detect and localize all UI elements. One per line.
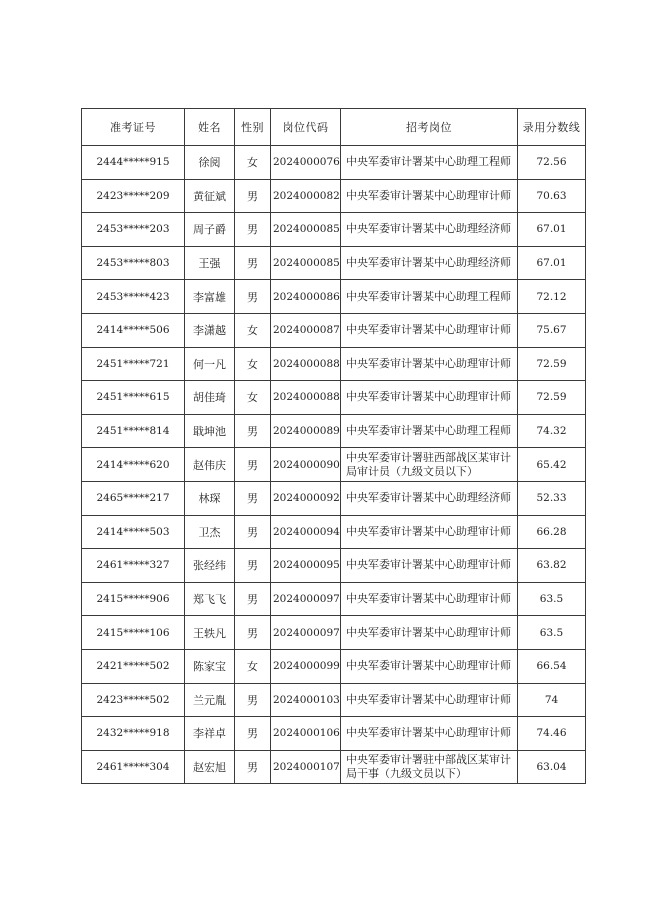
header-name: 姓名 (185, 109, 235, 146)
table-row (82, 616, 586, 650)
cell-position: 中央军委审计署某中心助理工程师 (341, 146, 518, 180)
cell-id: 2444*****915 (82, 146, 185, 180)
cell-score: 67.01 (518, 213, 586, 247)
cell-gender: 男 (235, 246, 271, 280)
cell-gender: 男 (235, 280, 271, 314)
header-row (82, 109, 586, 146)
cell-gender: 男 (235, 717, 271, 751)
cell-score: 66.54 (518, 649, 586, 683)
cell-position: 中央军委审计署某中心助理审计师 (341, 549, 518, 583)
cell-position: 中央军委审计署某中心助理审计师 (341, 381, 518, 415)
cell-name: 卫杰 (185, 515, 235, 549)
cell-id: 2451*****814 (82, 414, 185, 448)
cell-name: 王强 (185, 246, 235, 280)
cell-name: 王轶凡 (185, 616, 235, 650)
cell-gender: 男 (235, 750, 271, 784)
cell-position: 中央军委审计署驻西部战区某审计局审计员（九级文员以下） (341, 448, 518, 482)
cell-name: 徐阅 (185, 146, 235, 180)
cell-gender: 男 (235, 616, 271, 650)
header-position: 招考岗位 (341, 109, 518, 146)
cell-name: 赵宏旭 (185, 750, 235, 784)
cell-code: 2024000094 (271, 515, 341, 549)
cell-id: 2451*****615 (82, 381, 185, 415)
cell-code: 2024000106 (271, 717, 341, 751)
cell-gender: 女 (235, 381, 271, 415)
cell-position: 中央军委审计署某中心助理审计师 (341, 717, 518, 751)
cell-id: 2423*****502 (82, 683, 185, 717)
table-row (82, 549, 586, 583)
cell-id: 2415*****906 (82, 582, 185, 616)
cell-id: 2421*****502 (82, 649, 185, 683)
cell-id: 2465*****217 (82, 481, 185, 515)
cell-code: 2024000088 (271, 381, 341, 415)
cell-code: 2024000097 (271, 582, 341, 616)
cell-gender: 男 (235, 213, 271, 247)
cell-id: 2461*****304 (82, 750, 185, 784)
cell-gender: 女 (235, 313, 271, 347)
cell-score: 72.59 (518, 381, 586, 415)
cell-id: 2453*****423 (82, 280, 185, 314)
cell-name: 戢坤池 (185, 414, 235, 448)
cell-name: 陈家宝 (185, 649, 235, 683)
table-row (82, 146, 586, 180)
cell-name: 兰元胤 (185, 683, 235, 717)
table-row (82, 582, 586, 616)
header-gender: 性别 (235, 109, 271, 146)
cell-score: 63.04 (518, 750, 586, 784)
cell-name: 郑飞飞 (185, 582, 235, 616)
cell-code: 2024000107 (271, 750, 341, 784)
cell-gender: 女 (235, 146, 271, 180)
table-row (82, 381, 586, 415)
cell-name: 林琛 (185, 481, 235, 515)
cell-score: 67.01 (518, 246, 586, 280)
cell-position: 中央军委审计署驻中部战区某审计局干事（九级文员以下） (341, 750, 518, 784)
cell-position: 中央军委审计署某中心助理审计师 (341, 683, 518, 717)
cell-gender: 男 (235, 515, 271, 549)
table-row (82, 515, 586, 549)
cell-name: 黄征斌 (185, 179, 235, 213)
header-code: 岗位代码 (271, 109, 341, 146)
cell-code: 2024000103 (271, 683, 341, 717)
cell-id: 2414*****503 (82, 515, 185, 549)
cell-name: 何一凡 (185, 347, 235, 381)
cell-position: 中央军委审计署某中心助理经济师 (341, 246, 518, 280)
cell-code: 2024000088 (271, 347, 341, 381)
cell-id: 2453*****803 (82, 246, 185, 280)
results-table (81, 108, 586, 784)
cell-name: 李潇越 (185, 313, 235, 347)
cell-code: 2024000087 (271, 313, 341, 347)
table-row (82, 213, 586, 247)
table-row (82, 246, 586, 280)
table-row (82, 448, 586, 482)
header-score: 录用分数线 (518, 109, 586, 146)
cell-score: 65.42 (518, 448, 586, 482)
cell-name: 赵伟庆 (185, 448, 235, 482)
cell-name: 胡佳琦 (185, 381, 235, 415)
cell-code: 2024000090 (271, 448, 341, 482)
header-id: 准考证号 (82, 109, 185, 146)
cell-name: 李祥卓 (185, 717, 235, 751)
cell-id: 2432*****918 (82, 717, 185, 751)
cell-code: 2024000085 (271, 246, 341, 280)
cell-id: 2453*****203 (82, 213, 185, 247)
cell-gender: 男 (235, 179, 271, 213)
cell-score: 74 (518, 683, 586, 717)
cell-position: 中央军委审计署某中心助理经济师 (341, 213, 518, 247)
table-row (82, 750, 586, 784)
cell-score: 72.56 (518, 146, 586, 180)
cell-score: 74.32 (518, 414, 586, 448)
cell-gender: 男 (235, 683, 271, 717)
cell-score: 75.67 (518, 313, 586, 347)
cell-position: 中央军委审计署某中心助理审计师 (341, 347, 518, 381)
table-body (82, 146, 586, 784)
cell-score: 72.12 (518, 280, 586, 314)
cell-id: 2461*****327 (82, 549, 185, 583)
cell-name: 张经纬 (185, 549, 235, 583)
cell-gender: 男 (235, 549, 271, 583)
cell-id: 2414*****620 (82, 448, 185, 482)
cell-gender: 女 (235, 347, 271, 381)
cell-position: 中央军委审计署某中心助理审计师 (341, 515, 518, 549)
table-row (82, 649, 586, 683)
cell-id: 2414*****506 (82, 313, 185, 347)
cell-code: 2024000099 (271, 649, 341, 683)
cell-position: 中央军委审计署某中心助理审计师 (341, 179, 518, 213)
cell-score: 70.63 (518, 179, 586, 213)
table-row (82, 717, 586, 751)
cell-code: 2024000082 (271, 179, 341, 213)
cell-code: 2024000085 (271, 213, 341, 247)
cell-code: 2024000097 (271, 616, 341, 650)
cell-id: 2451*****721 (82, 347, 185, 381)
cell-position: 中央军委审计署某中心助理审计师 (341, 313, 518, 347)
table-row (82, 280, 586, 314)
cell-id: 2423*****209 (82, 179, 185, 213)
cell-code: 2024000095 (271, 549, 341, 583)
table-row (82, 481, 586, 515)
cell-position: 中央军委审计署某中心助理审计师 (341, 582, 518, 616)
cell-id: 2415*****106 (82, 616, 185, 650)
cell-score: 52.33 (518, 481, 586, 515)
cell-position: 中央军委审计署某中心助理审计师 (341, 616, 518, 650)
cell-code: 2024000086 (271, 280, 341, 314)
cell-score: 66.28 (518, 515, 586, 549)
cell-gender: 男 (235, 582, 271, 616)
cell-code: 2024000092 (271, 481, 341, 515)
table-row (82, 414, 586, 448)
cell-gender: 男 (235, 481, 271, 515)
cell-score: 74.46 (518, 717, 586, 751)
cell-code: 2024000076 (271, 146, 341, 180)
cell-name: 周子爵 (185, 213, 235, 247)
cell-code: 2024000089 (271, 414, 341, 448)
cell-name: 李富雄 (185, 280, 235, 314)
cell-gender: 男 (235, 414, 271, 448)
cell-position: 中央军委审计署某中心助理工程师 (341, 414, 518, 448)
cell-position: 中央军委审计署某中心助理经济师 (341, 481, 518, 515)
cell-score: 63.5 (518, 616, 586, 650)
cell-gender: 女 (235, 649, 271, 683)
cell-position: 中央军委审计署某中心助理审计师 (341, 649, 518, 683)
cell-score: 63.5 (518, 582, 586, 616)
table-row (82, 683, 586, 717)
cell-position: 中央军委审计署某中心助理工程师 (341, 280, 518, 314)
cell-gender: 男 (235, 448, 271, 482)
cell-score: 72.59 (518, 347, 586, 381)
cell-score: 63.82 (518, 549, 586, 583)
table-row (82, 313, 586, 347)
table-row (82, 179, 586, 213)
table-row (82, 347, 586, 381)
